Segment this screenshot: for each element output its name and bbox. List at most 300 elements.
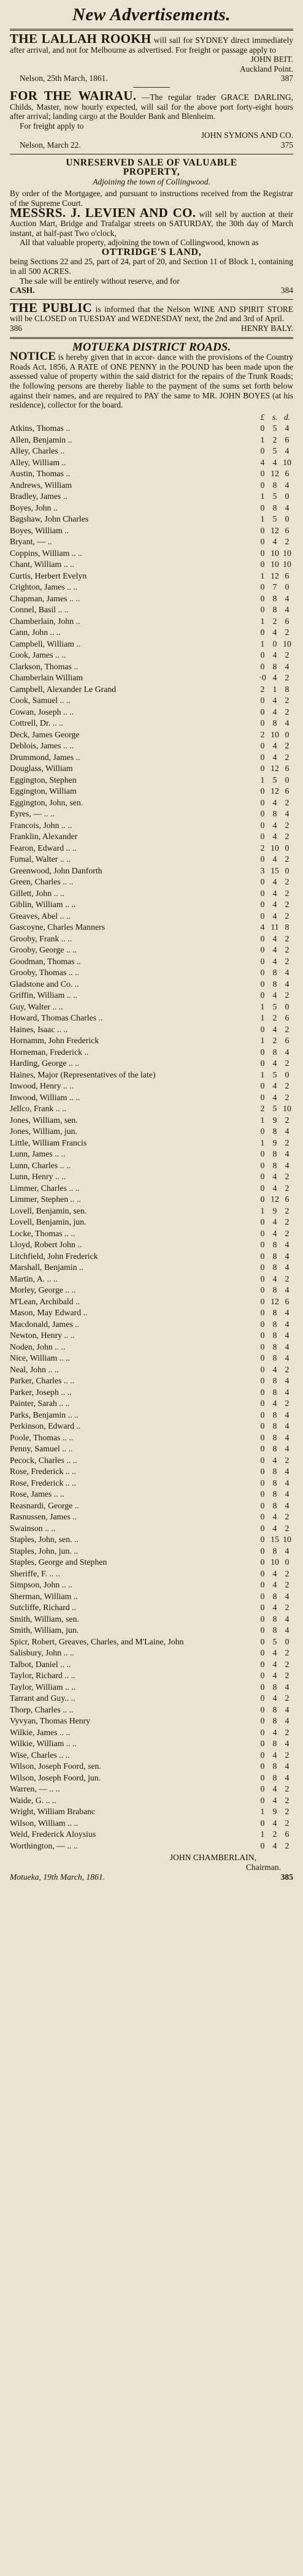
rate-shillings: 4	[272, 911, 277, 921]
rate-row	[10, 683, 293, 694]
rate-row	[10, 1182, 293, 1193]
rate-row	[10, 1431, 293, 1443]
rate-row	[10, 1091, 293, 1103]
rate-shillings: 8	[272, 1376, 277, 1386]
rate-name: Boyes, William ..	[10, 525, 69, 535]
rate-pounds: 0	[260, 1274, 265, 1283]
rate-amount	[256, 1161, 293, 1171]
rate-pounds: 0	[260, 786, 265, 796]
rate-pounds: 0	[260, 888, 265, 898]
rate-shillings: 8	[272, 1342, 277, 1351]
rate-shillings: 4	[272, 1580, 277, 1590]
rate-name: Warren, — .. ..	[10, 1784, 60, 1794]
rate-row	[10, 1794, 293, 1806]
rate-row	[10, 1125, 293, 1136]
rate-shillings: 2	[272, 616, 277, 626]
rate-shillings: 8	[272, 1047, 277, 1057]
rate-pence: 4	[285, 1591, 290, 1601]
rate-amount	[256, 1614, 293, 1624]
rate-row	[10, 1556, 293, 1567]
rate-name: Neal, John .. ..	[10, 1364, 59, 1374]
advert-date: Nelson, March 22.	[20, 140, 81, 150]
rate-pence: 6	[285, 1829, 290, 1839]
rate-amount	[256, 1660, 293, 1670]
rate-shillings: 2	[272, 1036, 277, 1046]
rate-pence: 4	[285, 1489, 290, 1499]
rate-amount	[256, 922, 293, 932]
rate-pounds: 1	[260, 616, 265, 626]
rate-amount	[256, 492, 293, 501]
rate-pounds: 0	[260, 1750, 265, 1760]
rate-shillings: 8	[272, 1263, 277, 1272]
rate-row	[10, 512, 293, 524]
rate-pence: 2	[285, 1727, 290, 1737]
rate-name: Fearon, Edward .. ..	[10, 843, 77, 853]
rate-amount	[256, 889, 293, 899]
rate-pence: 4	[285, 1127, 290, 1136]
rate-row	[10, 467, 293, 479]
rate-pence: 2	[285, 1580, 290, 1590]
rate-pence: 4	[285, 1149, 290, 1159]
rate-shillings: 8	[272, 1160, 277, 1170]
rate-amount	[256, 911, 293, 921]
rate-shillings: 4	[272, 877, 277, 887]
rate-row	[10, 558, 293, 569]
rate-row	[10, 1363, 293, 1375]
rate-name: Clarkson, Thomas ..	[10, 661, 79, 671]
rate-pence: 2	[285, 1659, 290, 1669]
rate-shillings: 4	[272, 707, 277, 716]
rate-row	[10, 547, 293, 558]
rate-pounds: 2	[260, 843, 265, 853]
rate-pence: 4	[285, 503, 290, 512]
rate-name: Eyres, — .. ..	[10, 809, 55, 819]
rate-name: Wilson, Joseph Foord, jun.	[10, 1772, 101, 1782]
rate-amount	[256, 1603, 293, 1613]
rate-name: Inwood, Henry .. ..	[10, 1081, 74, 1091]
rate-pounds: 0	[260, 1421, 265, 1431]
rate-shillings: 4	[272, 1784, 277, 1794]
rate-row	[10, 1635, 293, 1647]
rate-pounds: 0	[260, 696, 265, 705]
rate-shillings: 8	[272, 605, 277, 615]
rate-amount	[256, 458, 293, 468]
rate-name: Salisbury, John .. ..	[10, 1648, 74, 1658]
rate-pence: 2	[285, 1172, 290, 1182]
rate-amount	[256, 1320, 293, 1329]
rate-row	[10, 456, 293, 468]
rate-pounds: 0	[260, 1285, 265, 1295]
rate-row	[10, 1329, 293, 1340]
rate-row	[10, 694, 293, 705]
divider	[10, 337, 293, 339]
rate-name: Pecock, Charles .. ..	[10, 1455, 77, 1465]
rate-pounds: 0	[260, 593, 265, 603]
advert-date: Motueka, 19th March, 1861.	[10, 1872, 105, 1882]
rate-row	[10, 1487, 293, 1499]
rate-amount	[256, 526, 293, 536]
rate-amount	[256, 1274, 293, 1284]
rate-row	[10, 1000, 293, 1012]
rate-amount	[256, 1353, 293, 1363]
rate-name: Locke, Thomas .. ..	[10, 1228, 75, 1238]
rate-row	[10, 1749, 293, 1760]
rate-amount	[256, 1229, 293, 1239]
rate-pounds: 0	[260, 820, 265, 830]
rate-row	[10, 773, 293, 785]
rate-shillings: 4	[272, 1058, 277, 1068]
rate-name: Newton, Henry .. ..	[10, 1331, 75, 1340]
rate-name: Cook, James .. ..	[10, 650, 66, 660]
rate-shillings: 12	[270, 469, 279, 479]
advert-signer: JOHN CHAMBERLAIN,	[169, 1853, 256, 1863]
rate-amount	[256, 1410, 293, 1420]
rate-row	[10, 1250, 293, 1261]
divider	[10, 29, 293, 31]
advert-heading: UNRESERVED SALE OF VALUABLE	[66, 157, 237, 168]
rate-name: Atkins, Thomas ..	[10, 424, 71, 433]
rate-name: Boyes, John ..	[10, 503, 58, 512]
rate-pence: 4	[285, 593, 290, 603]
rate-amount	[256, 1070, 293, 1080]
rate-name: Sutcliffe, Richard ..	[10, 1603, 77, 1613]
rate-row	[10, 524, 293, 536]
rate-row	[10, 1782, 293, 1794]
rate-row	[10, 842, 293, 853]
rate-name: Lunn, Henry .. ..	[10, 1172, 66, 1182]
rate-shillings: 4	[272, 1693, 277, 1703]
rate-pounds: 0	[260, 650, 265, 660]
rate-amount	[256, 1025, 293, 1035]
rate-pounds: 0	[260, 1024, 265, 1034]
rate-pence: 4	[285, 605, 290, 615]
rate-pounds: 0	[260, 1183, 265, 1193]
rate-row	[10, 1419, 293, 1431]
rate-amount	[256, 650, 293, 660]
rate-pence: 4	[285, 446, 290, 456]
rate-shillings: 8	[272, 1682, 277, 1692]
rate-pence: 4	[285, 1546, 290, 1556]
rate-row	[10, 716, 293, 728]
rate-row	[10, 739, 293, 751]
rate-name: Worthington, — .. ..	[10, 1841, 78, 1850]
rate-name: Wright, William Brabanc	[10, 1807, 96, 1817]
rate-pounds: 0	[260, 1376, 265, 1386]
rate-pence: 4	[285, 1353, 290, 1363]
rate-amount	[256, 1750, 293, 1760]
rate-pence: 2	[285, 797, 290, 807]
rate-row	[10, 830, 293, 842]
rate-list-header	[10, 412, 293, 422]
advert-number: 386	[10, 324, 23, 333]
rate-name: Bagshaw, John Charles	[10, 514, 89, 524]
rate-shillings: 4	[272, 1455, 277, 1465]
rate-shillings: 2	[272, 1013, 277, 1023]
rate-name: Grooby, Frank .. ..	[10, 933, 72, 943]
rate-pounds: 0	[260, 1478, 265, 1487]
rate-pounds: 0	[260, 956, 265, 966]
advert-text: will sell by auction at their Auction Mart, Bridge and Trafalgar streets on SATURDAY, the 30th day of March instant, at half-past Two o'clock,	[10, 209, 293, 238]
advert-place: Auckland Point.	[239, 64, 293, 74]
rate-name: Allen, Benjamin ..	[10, 435, 72, 444]
rate-pounds: 0	[260, 764, 265, 773]
rate-pence: 2	[285, 1206, 290, 1215]
rate-amount	[256, 854, 293, 864]
rate-pounds: 0	[260, 1727, 265, 1737]
rate-pounds: 0	[260, 979, 265, 989]
rate-row	[10, 569, 293, 581]
rate-name: Cowan, Joseph .. ..	[10, 707, 74, 716]
rate-pence: 4	[285, 1716, 290, 1726]
rate-name: Staples, John, jun. ..	[10, 1546, 79, 1556]
rate-shillings: 8	[272, 1410, 277, 1419]
rate-row	[10, 1136, 293, 1148]
rate-name: Andrews, William	[10, 480, 72, 490]
rate-row	[10, 1703, 293, 1715]
rate-amount	[256, 1285, 293, 1295]
rate-pounds: 0	[260, 1523, 265, 1533]
rate-name: Harding, George .. ..	[10, 1058, 80, 1068]
rate-pounds: 2	[260, 729, 265, 739]
rate-pounds: 0	[260, 1535, 265, 1544]
rate-pence: 0	[285, 865, 290, 875]
rate-name: Haines, Isaac .. ..	[10, 1024, 68, 1034]
rate-pounds: 0	[260, 1399, 265, 1408]
rate-pence: 4	[285, 1308, 290, 1318]
rate-amount	[256, 696, 293, 705]
rate-name: Waide, G. .. ..	[10, 1795, 56, 1805]
rate-name: Chamberlain William	[10, 673, 83, 683]
rate-amount	[256, 1252, 293, 1261]
rate-row	[10, 1261, 293, 1272]
rate-pence: 2	[285, 673, 290, 683]
rate-pence: 2	[285, 1795, 290, 1805]
rate-pounds: 0	[260, 1795, 265, 1805]
rate-name: Eggington, William	[10, 786, 77, 796]
rate-amount	[256, 1195, 293, 1204]
rate-amount	[256, 1512, 293, 1522]
advert-signer: JOHN SYMONS AND CO.	[201, 131, 293, 140]
rate-pence: 2	[285, 628, 290, 637]
rate-name: Jones, William, sen.	[10, 1115, 78, 1125]
rate-pence: 4	[285, 1682, 290, 1692]
rate-name: Spicr, Robert, Greaves, Charles, and M'Laine, John	[10, 1636, 184, 1646]
rate-name: Talbot, Daniel .. ..	[10, 1659, 71, 1669]
rate-amount	[256, 1093, 293, 1103]
rate-amount	[256, 481, 293, 490]
rate-shillings: 4	[272, 854, 277, 864]
advert-lead: THE PUBLIC	[10, 300, 93, 315]
advert-wine-store	[10, 300, 293, 333]
rate-name: M'Lean, Archibald ..	[10, 1296, 80, 1306]
rate-amount	[256, 1728, 293, 1738]
rate-shillings: 5	[272, 1070, 277, 1079]
rate-shillings: 8	[272, 1739, 277, 1749]
rate-name: Chant, William .. ..	[10, 560, 74, 569]
rate-shillings: 9	[272, 1138, 277, 1147]
rate-pence: 2	[285, 1568, 290, 1578]
rate-pounds: 0	[260, 582, 265, 592]
rate-shillings: 8	[272, 1127, 277, 1136]
rate-pence: 0	[285, 1636, 290, 1646]
rate-row	[10, 819, 293, 830]
rate-pence: 8	[285, 684, 290, 694]
rate-pounds: 0	[260, 1263, 265, 1272]
rate-amount	[256, 1467, 293, 1476]
pence-column-header: d.	[283, 412, 291, 422]
rate-pence: 4	[285, 1467, 290, 1476]
rate-name: Nice, William .. ..	[10, 1353, 71, 1363]
rate-amount	[256, 537, 293, 547]
rate-pence: 6	[285, 616, 290, 626]
rate-name: Marshall, Benjamin ..	[10, 1263, 83, 1272]
rate-shillings: 4	[272, 888, 277, 898]
advert-text: By order of the Mortgagee, and pursuant to instructions received from the Registrar of the Supreme Court.	[10, 189, 293, 208]
rate-row	[10, 1283, 293, 1295]
rate-pounds: 0	[260, 469, 265, 479]
rate-pence: 0	[285, 492, 290, 501]
advert-property-sale	[10, 158, 293, 295]
rate-pounds: 0	[260, 1772, 265, 1782]
rate-row	[10, 626, 293, 637]
rate-pence: 2	[285, 945, 290, 955]
rate-pounds: 0	[260, 933, 265, 943]
rate-name: Wilkie, William .. ..	[10, 1739, 77, 1749]
rate-amount	[256, 1705, 293, 1715]
rate-pounds: 0	[260, 1716, 265, 1726]
rate-shillings: 1	[272, 684, 277, 694]
rate-pence: 6	[285, 1296, 290, 1306]
rate-amount	[256, 435, 293, 445]
advert-text: For freight apply to	[20, 121, 84, 131]
rate-name: Connel, Basil .. ..	[10, 605, 69, 615]
advert-lead: NOTICE	[10, 350, 56, 363]
rate-name: Perkinson, Edward ..	[10, 1421, 81, 1431]
rate-row	[10, 580, 293, 592]
rate-amount	[256, 1263, 293, 1272]
rate-amount	[256, 1716, 293, 1726]
rate-pounds: 0	[260, 968, 265, 978]
rate-pence: 2	[285, 752, 290, 762]
rate-pence: 2	[285, 888, 290, 898]
rate-amount	[256, 1535, 293, 1544]
rate-pence: 2	[285, 696, 290, 705]
rate-row	[10, 1374, 293, 1386]
advert-heading: MOTUEKA DISTRICT ROADS.	[72, 340, 231, 354]
rate-shillings: 4	[272, 1364, 277, 1374]
rate-name: Inwood, William .. ..	[10, 1092, 80, 1102]
rate-pounds: 0	[260, 1467, 265, 1476]
rate-name: Rose, James .. ..	[10, 1489, 64, 1499]
rate-row	[10, 1601, 293, 1613]
rate-pounds: 0	[260, 1784, 265, 1794]
rate-pence: 10	[283, 560, 291, 569]
rate-pounds: 0	[260, 900, 265, 910]
rate-shillings: 4	[272, 1274, 277, 1283]
rate-name: Thorp, Charles .. ..	[10, 1704, 74, 1714]
rate-pence: 2	[285, 1784, 290, 1794]
rate-shillings: 4	[272, 741, 277, 751]
rate-name: Noden, John .. ..	[10, 1342, 66, 1351]
rate-pence: 2	[285, 956, 290, 966]
rate-shillings: 2	[272, 435, 277, 444]
rate-amount	[256, 1671, 293, 1681]
rate-pounds: 1	[260, 1807, 265, 1817]
rate-row	[10, 1737, 293, 1749]
rate-pence: 0	[285, 1001, 290, 1011]
rate-row	[10, 1351, 293, 1363]
advert-motueka-roads	[10, 340, 293, 1882]
rate-row	[10, 1578, 293, 1590]
rate-name: Greaves, Abel .. ..	[10, 911, 71, 921]
rate-amount	[256, 900, 293, 910]
rate-shillings: 8	[272, 1546, 277, 1556]
rate-amount	[256, 1625, 293, 1635]
rate-pence: 2	[285, 1058, 290, 1068]
rate-row	[10, 989, 293, 1000]
rate-shillings: 12	[270, 786, 279, 796]
rate-shillings: 8	[272, 1500, 277, 1510]
rate-shillings: 4	[272, 537, 277, 547]
rate-shillings: 9	[272, 1206, 277, 1215]
rate-pounds: 0	[260, 1342, 265, 1351]
rate-pence: 4	[285, 1500, 290, 1510]
advert-text: CASH.	[10, 286, 35, 295]
advert-signer: JOHN BEIT.	[250, 55, 293, 64]
rate-amount	[256, 866, 293, 876]
rate-row	[10, 1272, 293, 1284]
rate-amount	[256, 1308, 293, 1318]
rate-row	[10, 1590, 293, 1601]
rate-amount	[256, 1478, 293, 1488]
rate-pounds: 0	[260, 1228, 265, 1238]
rate-pounds: 0	[260, 1251, 265, 1261]
rate-row	[10, 762, 293, 773]
rate-shillings: 4	[272, 1024, 277, 1034]
rate-amount	[256, 1058, 293, 1068]
rate-pence: 4	[285, 424, 290, 433]
rate-pounds: 0	[260, 1500, 265, 1510]
rate-pence: 2	[285, 1399, 290, 1408]
rate-pence: 0	[285, 775, 290, 785]
rate-amount	[256, 718, 293, 728]
rate-shillings: 4	[272, 956, 277, 966]
rate-name: Wilson, Joseph Foord, sen.	[10, 1761, 101, 1771]
advert-number: 384	[280, 286, 293, 295]
rate-amount	[256, 1013, 293, 1023]
rate-row	[10, 422, 293, 433]
rate-row	[10, 751, 293, 762]
rate-amount	[256, 1172, 293, 1182]
rate-shillings: 12	[270, 571, 279, 580]
advert-number: 375	[280, 140, 293, 150]
rate-row	[10, 1295, 293, 1307]
rate-pence: 4	[285, 1614, 290, 1624]
rate-name: Wilson, William .. ..	[10, 1818, 79, 1828]
rate-shillings: 2	[272, 1829, 277, 1839]
rate-name: Cottrell, Dr. .. ..	[10, 718, 63, 728]
rate-name: Smith, William, sen.	[10, 1614, 80, 1624]
rate-pence: 4	[285, 1387, 290, 1397]
rate-shillings: 8	[272, 1149, 277, 1159]
rate-shillings: 8	[272, 979, 277, 989]
rate-shillings: 4	[272, 990, 277, 1000]
rate-pounds: 3	[260, 865, 265, 875]
rate-row	[10, 1681, 293, 1692]
rate-pence: 2	[285, 1603, 290, 1613]
rate-shillings: 8	[272, 661, 277, 671]
rate-name: Crighton, James .. ..	[10, 582, 78, 592]
